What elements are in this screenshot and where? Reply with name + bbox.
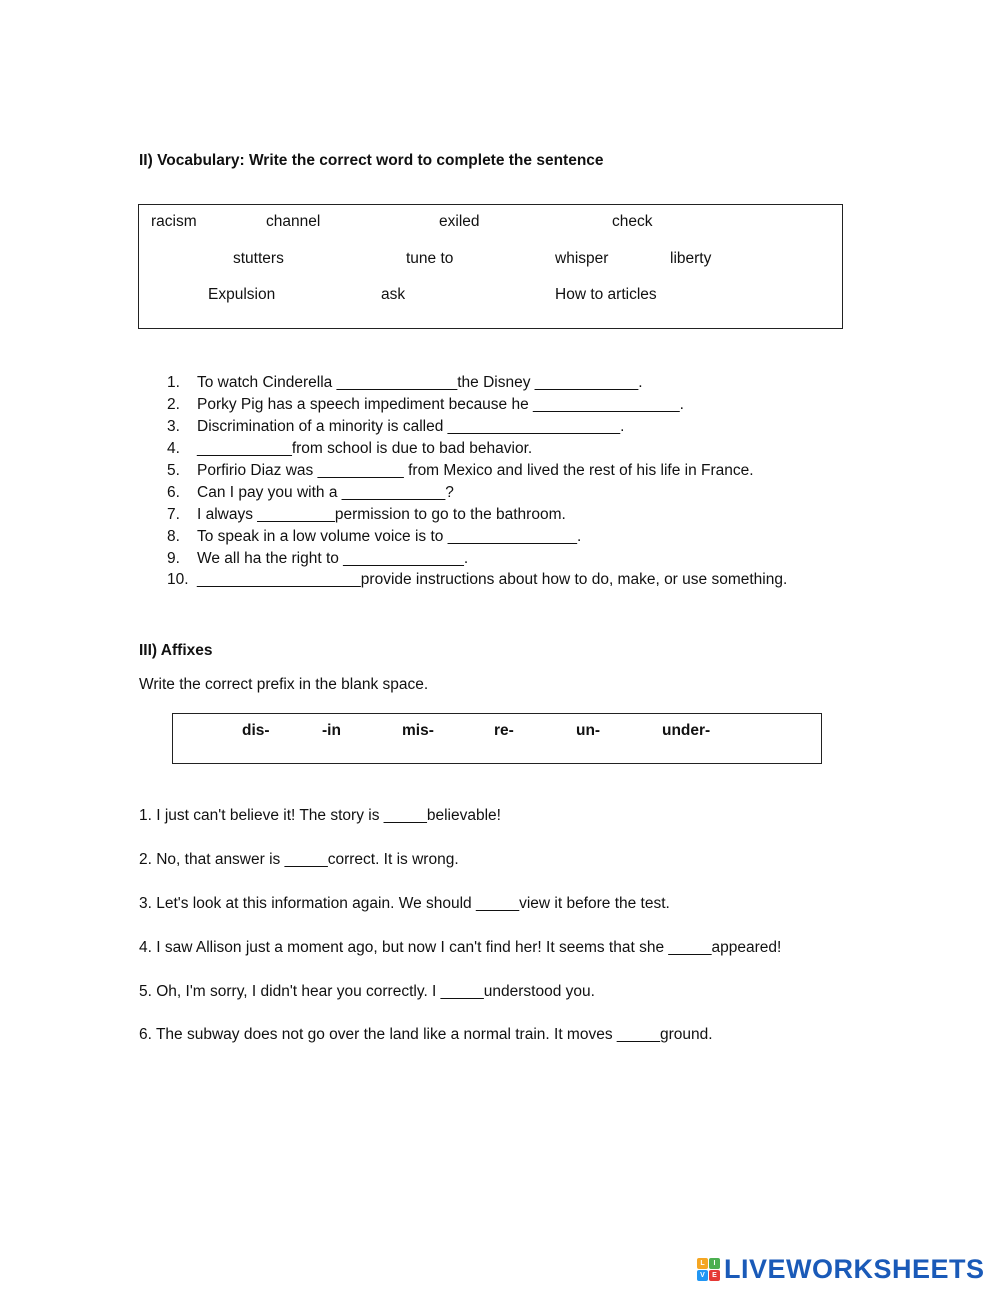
list-item[interactable]: To watch Cinderella ______________the Disney ____________. xyxy=(197,374,643,391)
list-item[interactable]: We all ha the right to ______________. xyxy=(197,550,469,567)
list-item-number: 9. xyxy=(167,550,180,567)
prefix-option: -in xyxy=(322,722,341,739)
affix-sentence[interactable]: 2. No, that answer is _____correct. It is wrong. xyxy=(139,851,459,868)
affixes-instruction: Write the correct prefix in the blank space. xyxy=(139,676,429,693)
prefix-option: dis- xyxy=(242,722,270,739)
list-item-number: 6. xyxy=(167,484,180,501)
word-bank-word: tune to xyxy=(406,250,454,267)
list-item[interactable]: To speak in a low volume voice is to _______________. xyxy=(197,528,582,545)
list-item[interactable]: ___________from school is due to bad behavior. xyxy=(197,440,533,457)
list-item-number: 8. xyxy=(167,528,180,545)
word-bank-word: stutters xyxy=(233,250,284,267)
list-item-number: 5. xyxy=(167,462,180,479)
prefix-option: re- xyxy=(494,722,514,739)
word-bank-word: Expulsion xyxy=(208,286,276,303)
list-item[interactable]: Porky Pig has a speech impediment because he _________________. xyxy=(197,396,684,413)
word-bank-word: whisper xyxy=(555,250,609,267)
word-bank-word: ask xyxy=(381,286,406,303)
list-item[interactable]: Discrimination of a minority is called ____________________. xyxy=(197,418,625,435)
word-bank-word: exiled xyxy=(439,213,480,230)
list-item-number: 2. xyxy=(167,396,180,413)
list-item-number: 7. xyxy=(167,506,180,523)
logo-block: L xyxy=(697,1258,708,1269)
list-item-number: 1. xyxy=(167,374,180,391)
affix-sentence[interactable]: 4. I saw Allison just a moment ago, but now I can't find her! It seems that she _____appeared! xyxy=(139,939,782,956)
list-item-number: 4. xyxy=(167,440,180,457)
affix-sentence[interactable]: 1. I just can't believe it! The story is _____believable! xyxy=(139,807,501,824)
word-bank-word: channel xyxy=(266,213,321,230)
list-item[interactable]: Can I pay you with a ____________? xyxy=(197,484,454,501)
word-bank-box xyxy=(138,204,843,329)
prefix-option: un- xyxy=(576,722,601,739)
logo-block: I xyxy=(709,1258,720,1269)
prefix-box xyxy=(172,713,822,764)
logo-block: V xyxy=(697,1270,708,1281)
list-item-number: 3. xyxy=(167,418,180,435)
list-item-number: 10. xyxy=(167,571,189,588)
word-bank-word: check xyxy=(612,213,653,230)
word-bank-word: liberty xyxy=(670,250,712,267)
word-bank-word: How to articles xyxy=(555,286,657,303)
logo-blocks-icon xyxy=(697,1258,720,1281)
logo-text: LIVEWORKSHEETS xyxy=(724,1253,985,1284)
affix-sentence[interactable]: 3. Let's look at this information again. We should _____view it before the test. xyxy=(139,895,670,912)
affix-sentence[interactable]: 6. The subway does not go over the land like a normal train. It moves _____ground. xyxy=(139,1026,713,1043)
affix-sentence[interactable]: 5. Oh, I'm sorry, I didn't hear you correctly. I _____understood you. xyxy=(139,983,595,1000)
list-item[interactable]: Porfirio Diaz was __________ from Mexico and lived the rest of his life in France. xyxy=(197,462,754,479)
prefix-option: under- xyxy=(662,722,711,739)
liveworksheets-logo xyxy=(697,1254,985,1284)
list-item[interactable]: I always _________permission to go to the bathroom. xyxy=(197,506,566,523)
vocab-heading: II) Vocabulary: Write the correct word to complete the sentence xyxy=(139,152,604,169)
affixes-heading: III) Affixes xyxy=(139,642,213,659)
prefix-option: mis- xyxy=(402,722,434,739)
word-bank-word: racism xyxy=(151,213,197,230)
list-item[interactable]: ___________________provide instructions about how to do, make, or use something. xyxy=(197,571,788,588)
logo-block: E xyxy=(709,1270,720,1281)
